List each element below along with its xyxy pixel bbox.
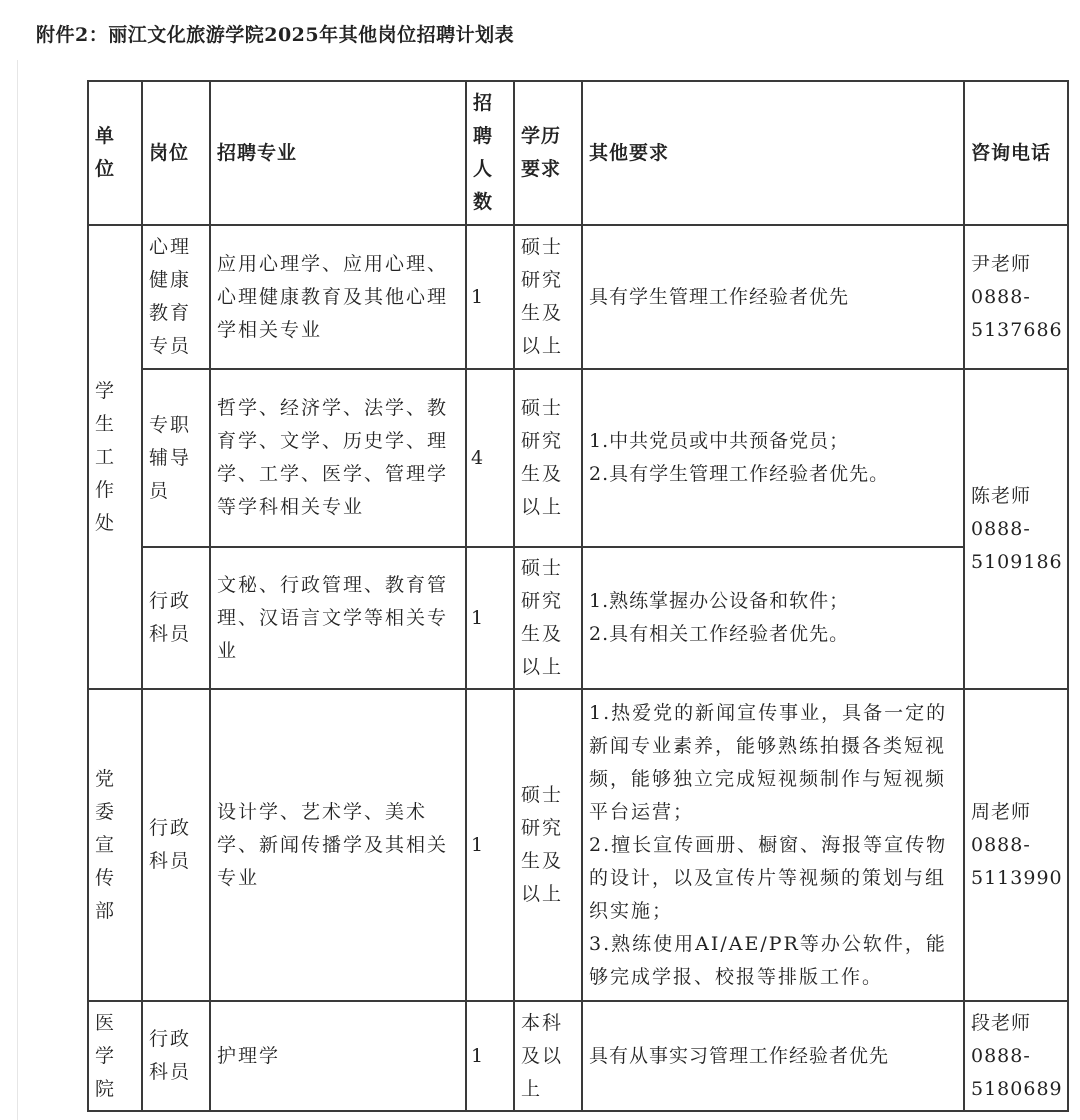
header-position: 岗位 bbox=[142, 81, 210, 225]
table-row bbox=[88, 225, 1068, 369]
header-major: 招聘专业 bbox=[210, 81, 466, 225]
contact-number: 5113990 bbox=[971, 866, 1063, 889]
requirement-line: 1.中共党员或中共预备党员； bbox=[589, 430, 850, 452]
contact-name: 陈老师 bbox=[971, 484, 1032, 507]
position-cell: 行政科员 bbox=[142, 689, 210, 1001]
education-cell: 硕士研究生及以上 bbox=[514, 225, 582, 369]
contact-area-code: 0888- bbox=[971, 285, 1031, 308]
unit-cell: 党委宣传部 bbox=[88, 689, 142, 1001]
position-cell: 行政科员 bbox=[142, 547, 210, 689]
count-cell: 1 bbox=[466, 225, 514, 369]
contact-name: 段老师 bbox=[971, 1011, 1032, 1034]
contact-cell bbox=[964, 225, 1068, 369]
requirements-cell bbox=[582, 689, 964, 1001]
header-count: 招聘人数 bbox=[466, 81, 514, 225]
table-row bbox=[88, 1001, 1068, 1111]
education-cell: 硕士研究生及以上 bbox=[514, 369, 582, 547]
header-education: 学历要求 bbox=[514, 81, 582, 225]
contact-area-code: 0888- bbox=[971, 517, 1031, 540]
education-cell: 本科及以上 bbox=[514, 1001, 582, 1111]
contact-name: 尹老师 bbox=[971, 252, 1032, 275]
header-unit: 单位 bbox=[88, 81, 142, 225]
requirement-line: 1.热爱党的新闻宣传事业，具备一定的新闻专业素养，能够熟练拍摄各类短视频，能够独立完成短视频制作与短视频平台运营； bbox=[589, 701, 948, 823]
position-cell: 心理健康教育专员 bbox=[142, 225, 210, 369]
header-phone: 咨询电话 bbox=[964, 81, 1068, 225]
contact-cell bbox=[964, 1001, 1068, 1111]
count-cell: 4 bbox=[466, 369, 514, 547]
contact-area-code: 0888- bbox=[971, 1044, 1031, 1067]
page-title: 附件2：丽江文化旅游学院2025年其他岗位招聘计划表 bbox=[36, 24, 515, 46]
major-cell: 设计学、艺术学、美术学、新闻传播学及其相关专业 bbox=[210, 689, 466, 1001]
requirement-line: 3.熟练使用AI/AE/PR等办公软件，能够完成学报、校报等排版工作。 bbox=[589, 932, 947, 988]
requirements-cell bbox=[582, 369, 964, 547]
position-cell: 行政科员 bbox=[142, 1001, 210, 1111]
table-row bbox=[88, 689, 1068, 1001]
table-header-row bbox=[88, 81, 1068, 225]
page-left-rule bbox=[17, 60, 18, 1120]
major-cell: 哲学、经济学、法学、教育学、文学、历史学、理学、工学、医学、管理学等学科相关专业 bbox=[210, 369, 466, 547]
contact-name: 周老师 bbox=[971, 800, 1032, 823]
major-cell: 护理学 bbox=[210, 1001, 466, 1111]
education-cell: 硕士研究生及以上 bbox=[514, 689, 582, 1001]
contact-cell bbox=[964, 369, 1068, 689]
contact-number: 5109186 bbox=[971, 550, 1063, 573]
requirement-line: 2.具有相关工作经验者优先。 bbox=[589, 623, 850, 645]
requirements-cell bbox=[582, 547, 964, 689]
contact-number: 5180689 bbox=[971, 1077, 1063, 1100]
major-cell: 应用心理学、应用心理、心理健康教育及其他心理学相关专业 bbox=[210, 225, 466, 369]
education-cell: 硕士研究生及以上 bbox=[514, 547, 582, 689]
requirements-cell: 具有学生管理工作经验者优先 bbox=[582, 225, 964, 369]
header-other: 其他要求 bbox=[582, 81, 964, 225]
unit-cell: 医学院 bbox=[88, 1001, 142, 1111]
contact-area-code: 0888- bbox=[971, 833, 1031, 856]
contact-number: 5137686 bbox=[971, 318, 1063, 341]
table-row bbox=[88, 369, 1068, 547]
count-cell: 1 bbox=[466, 689, 514, 1001]
requirement-line: 1.熟练掌握办公设备和软件； bbox=[589, 590, 850, 612]
unit-cell: 学生工作处 bbox=[88, 225, 142, 689]
major-cell: 文秘、行政管理、教育管理、汉语言文学等相关专业 bbox=[210, 547, 466, 689]
requirement-line: 2.擅长宣传画册、橱窗、海报等宣传物的设计，以及宣传片等视频的策划与组织实施； bbox=[589, 833, 948, 922]
requirements-cell: 具有从事实习管理工作经验者优先 bbox=[582, 1001, 964, 1111]
requirement-line: 2.具有学生管理工作经验者优先。 bbox=[589, 463, 890, 485]
recruitment-plan-table bbox=[87, 80, 1069, 1112]
count-cell: 1 bbox=[466, 1001, 514, 1111]
position-cell: 专职辅导员 bbox=[142, 369, 210, 547]
contact-cell bbox=[964, 689, 1068, 1001]
count-cell: 1 bbox=[466, 547, 514, 689]
table-row bbox=[88, 547, 1068, 689]
